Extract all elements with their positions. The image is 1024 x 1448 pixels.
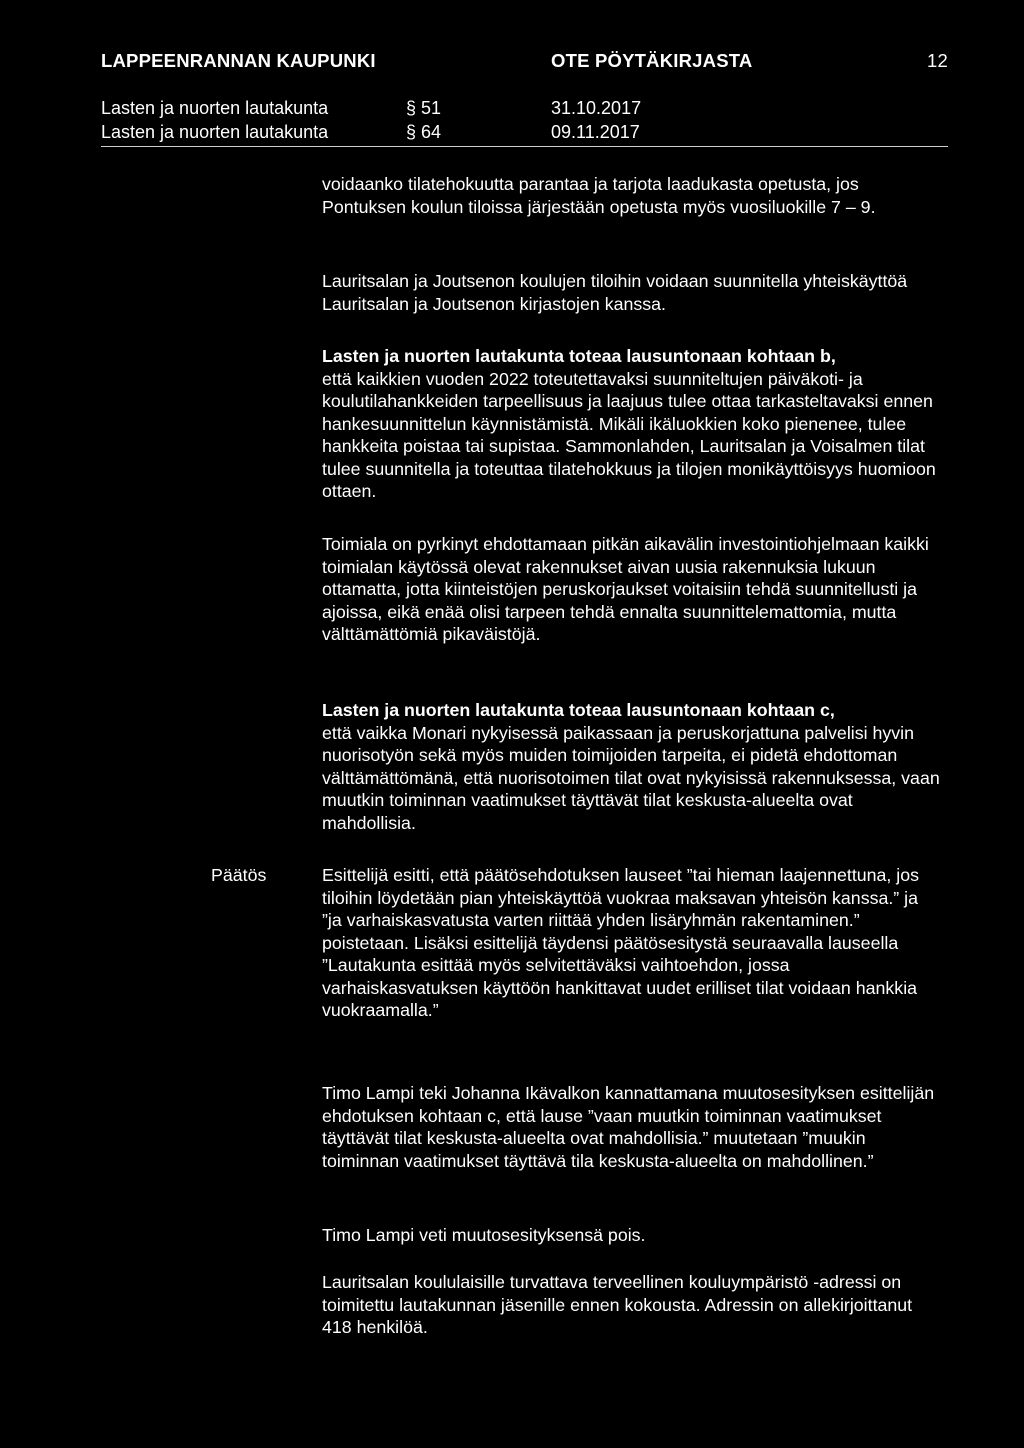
paragraph-text: voidaanko tilatehokuutta parantaa ja tarjota laadukasta opetusta, jos Pontuksen koulun tiloissa järjestään opetusta myös vuosiluokille 7 – 9. [322, 174, 876, 217]
header-divider [101, 146, 948, 147]
paragraph-text: Timo Lampi teki Johanna Ikävalkon kannattamana muutosesityksen esittelijän ehdotuksen kohtaan c, että lause ”vaan muutkin toiminnan vaatimukset täyttävät tilat keskusta-alueelta ovat mahdollisia.” muutetaan ”muukin toiminnan vaatimukset täyttävä tila keskusta-alueelta on mahdollinen.” [322, 1083, 935, 1171]
meeting-row-1 [101, 98, 701, 120]
decision-paragraph-1 [322, 864, 942, 1022]
paragraph-text: Lauritsalan koululaisille turvattava terveellinen kouluympäristö -adressi on toimitettu lautakunnan jäsenille ennen kokousta. Adressin on allekirjoittanut 418 henkilöä. [322, 1272, 913, 1337]
paragraph-4 [322, 533, 942, 646]
statement-text [322, 345, 942, 503]
paragraph-1 [322, 173, 942, 218]
page-number: 12 [927, 50, 948, 71]
paragraph-2 [322, 270, 942, 315]
statement-body: että kaikkien vuoden 2022 toteutettavaksi suunniteltujen päiväkoti- ja koulutilahankkeiden tarpeellisuus ja laajuus tulee ottaa tarkasteltavaksi ennen hankesuunnittelun käynnistämistä. Mikäli ikäluokkien koko pienenee, tulee hankkeita poistaa tai supistaa. Sammonlahden, Lauritsalan ja Voisalmen tilat tulee suunnitella ja toteuttaa tilatehokkuus ja tilojen monikäyttöisyys huomioon ottaen. [322, 368, 936, 501]
section-number: § 51 [406, 98, 442, 118]
section-number: § 64 [406, 122, 442, 142]
statement-heading: Lasten ja nuorten lautakunta toteaa lausuntonaan kohtaan b, [322, 346, 836, 366]
statement-text [322, 699, 942, 834]
meeting-date: 09.11.2017 [551, 122, 640, 142]
statement-b [322, 345, 942, 503]
board-name: Lasten ja nuorten lautakunta [101, 98, 329, 118]
statement-c [322, 699, 942, 834]
decision-paragraph-4 [322, 1271, 942, 1339]
statement-heading: Lasten ja nuorten lautakunta toteaa lausuntonaan kohtaan c, [322, 700, 835, 720]
statement-body: että vaikka Monari nykyisessä paikassaan ja peruskorjattuna palvelisi hyvin nuorisotyön sekä myös muiden toimijoiden tarpeita, ei pidetä ehdottoman välttämättömänä, että nuorisotoimen tilat ovat nykyisissä rakennuksessa, vaan muutkin toiminnan vaatimukset täyttävät tilat keskusta-alueelta ovat mahdollisia. [322, 722, 940, 833]
meeting-row-2 [101, 122, 701, 144]
decision-paragraph-2 [322, 1082, 942, 1172]
board-name: Lasten ja nuorten lautakunta [101, 122, 329, 142]
decision-label: Päätös [211, 865, 267, 885]
paragraph-text: Lauritsalan ja Joutsenon koulujen tiloihin voidaan suunnitella yhteiskäyttöä Lauritsalan ja Joutsenon kirjastojen kanssa. [322, 271, 908, 314]
paragraph-text: Timo Lampi veti muutosesityksensä pois. [322, 1225, 646, 1245]
document-type: OTE PÖYTÄKIRJASTA [551, 50, 753, 71]
organization-name: LAPPEENRANNAN KAUPUNKI [101, 50, 376, 71]
paragraph-text: Toimiala on pyrkinyt ehdottamaan pitkän aikavälin investointiohjelmaan kaikki toimialan käytössä olevat rakennukset aivan uusia rakennuksia lukuun ottamatta, jotta kiinteistöjen peruskorjaukset voitaisiin tehdä suunnitellusti ja ajoissa, eikä enää olisi tarpeen tehdä ennalta suunnittelemattomia, mutta välttämättömiä pikaväistöjä. [322, 534, 929, 644]
paragraph-text: Esittelijä esitti, että päätösehdotuksen lauseet ”tai hieman laajennettuna, jos tiloihin löydetään pian yhteiskäyttöä vuokraa maksavan yhteisön kanssa.” ja ”ja varhaiskasvatusta varten riittää yhden lisäryhmän rakentaminen.” poistetaan. Lisäksi esittelijä täydensi päätösesitystä seuraavalla lauseella ”Lautakunta esittää myös selvitettäväksi vaihtoehdon, jossa varhaiskasvatuksen käyttöön hankittavat uudet erilliset tilat voidaan hankkia vuokraamalla.” [322, 865, 920, 1020]
decision-paragraph-3 [322, 1224, 942, 1247]
document-header [101, 50, 948, 74]
meeting-date: 31.10.2017 [551, 98, 642, 118]
